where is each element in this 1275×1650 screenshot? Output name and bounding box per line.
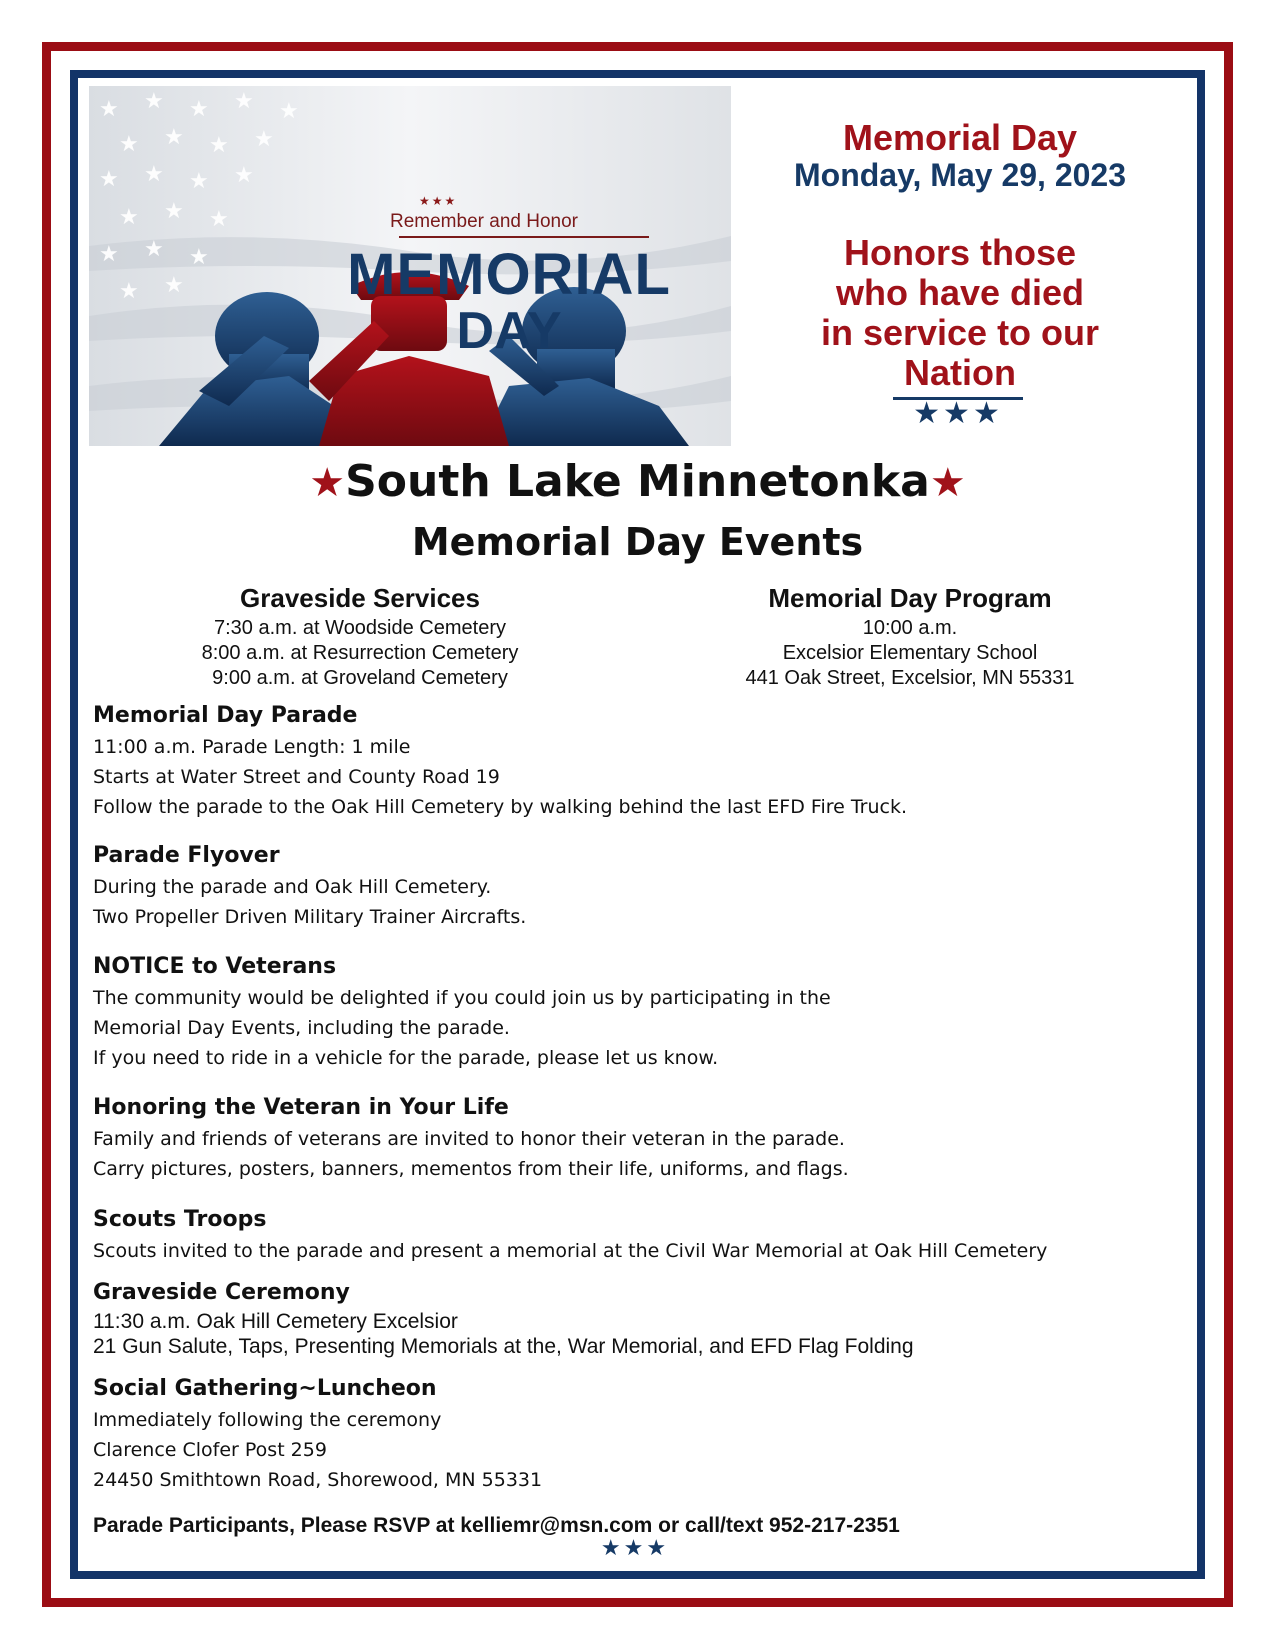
- svg-text:★: ★: [99, 167, 119, 192]
- section-line: Two Propeller Driven Military Trainer Aircrafts.: [93, 906, 527, 928]
- section-heading: Parade Flyover: [93, 843, 280, 868]
- section-heading: Social Gathering~Luncheon: [93, 1376, 437, 1401]
- service-line: 9:00 a.m. at Groveland Cemetery: [212, 667, 508, 689]
- svg-text:★: ★: [189, 97, 209, 122]
- section-heading: NOTICE to Veterans: [93, 954, 337, 979]
- social-section: [93, 1373, 1183, 1495]
- program-line: Excelsior Elementary School: [782, 642, 1038, 664]
- svg-text:★: ★: [144, 237, 164, 262]
- section-line: If you need to ride in a vehicle for the parade, please let us know.: [93, 1047, 719, 1069]
- program-line: 441 Oak Street, Excelsior, MN 55331: [745, 667, 1075, 689]
- section-line: Scouts invited to the parade and present a memorial at the Civil War Memorial at Oak Hill Cemetery: [93, 1240, 1048, 1262]
- section-heading: Graveside Services: [240, 583, 480, 613]
- svg-text:★: ★: [119, 205, 139, 230]
- honor-line: who have died: [835, 272, 1085, 313]
- main-title: [89, 456, 1186, 507]
- header-stars: ★★★: [913, 397, 1003, 430]
- section-line: Family and friends of veterans are invited to honor their veteran in the parade.: [93, 1128, 845, 1150]
- section-line: 11:30 a.m. Oak Hill Cemetery Excelsior: [93, 1310, 458, 1333]
- section-line: Immediately following the ceremony: [93, 1409, 442, 1431]
- svg-text:★: ★: [234, 163, 254, 188]
- honoring-section: [93, 1092, 1183, 1184]
- main-title-text: South Lake Minnetonka: [345, 456, 930, 507]
- section-line: During the parade and Oak Hill Cemetery.: [93, 876, 492, 898]
- section-heading: Honoring the Veteran in Your Life: [93, 1095, 509, 1120]
- section-line: Carry pictures, posters, banners, mementos from their life, uniforms, and flags.: [93, 1158, 849, 1180]
- svg-text:★: ★: [99, 242, 119, 267]
- svg-text:★: ★: [189, 245, 209, 270]
- section-line: Memorial Day Events, including the parade.: [93, 1017, 510, 1039]
- section-line: Starts at Water Street and County Road 19: [93, 766, 500, 788]
- parade-section: [93, 700, 1183, 822]
- banner-title-day: DAY: [456, 302, 562, 360]
- rsvp-line: Parade Participants, Please RSVP at kelliemr@msn.com or call/text 952-217-2351: [93, 1514, 900, 1537]
- red-star-icon: ★: [929, 460, 966, 506]
- svg-text:★: ★: [164, 273, 184, 298]
- svg-text:★: ★: [209, 207, 229, 232]
- red-star-icon: ★: [309, 460, 346, 506]
- notice-section: [93, 951, 1183, 1073]
- section-heading: Graveside Ceremony: [93, 1280, 350, 1305]
- section-line: Clarence Clofer Post 259: [93, 1439, 327, 1461]
- svg-text:★: ★: [164, 125, 184, 150]
- sub-title: Memorial Day Events: [411, 520, 864, 564]
- ceremony-section: [93, 1277, 1183, 1359]
- svg-text:★: ★: [119, 132, 139, 157]
- svg-text:★: ★: [279, 99, 299, 124]
- banner-title-memorial: MEMORIAL: [347, 242, 671, 307]
- svg-text:★: ★: [189, 169, 209, 194]
- svg-text:★: ★: [144, 162, 164, 187]
- honor-line: Honors those: [843, 232, 1076, 273]
- section-line: The community would be delighted if you could join us by participating in the: [93, 987, 831, 1009]
- service-line: 7:30 a.m. at Woodside Cemetery: [214, 617, 506, 639]
- banner-divider: [399, 236, 649, 238]
- memorial-day-banner: [89, 86, 731, 446]
- section-line: Follow the parade to the Oak Hill Cemetery by walking behind the last EFD Fire Truck.: [93, 796, 908, 818]
- section-heading: Memorial Day Parade: [93, 703, 358, 728]
- footer-stars: ★★★: [600, 1535, 670, 1560]
- svg-text:★: ★: [119, 279, 139, 304]
- svg-text:★: ★: [209, 133, 229, 158]
- header-date: Monday, May 29, 2023: [794, 157, 1126, 193]
- flyover-section: [93, 840, 1183, 932]
- scouts-section: [93, 1204, 1183, 1266]
- service-line: 8:00 a.m. at Resurrection Cemetery: [201, 642, 519, 664]
- graveside-services: [150, 582, 570, 691]
- svg-text:★: ★: [254, 127, 274, 152]
- section-line: 24450 Smithtown Road, Shorewood, MN 55331: [93, 1469, 543, 1491]
- svg-text:★: ★: [234, 89, 254, 114]
- section-heading: Scouts Troops: [93, 1207, 267, 1232]
- svg-text:★: ★: [99, 97, 119, 122]
- section-heading: Memorial Day Program: [768, 583, 1052, 613]
- banner-tagline: Remember and Honor: [390, 211, 578, 232]
- section-line: 11:00 a.m. Parade Length: 1 mile: [93, 736, 411, 758]
- banner-stars: ★★★: [419, 194, 458, 208]
- section-line: 21 Gun Salute, Taps, Presenting Memorials at the, War Memorial, and EFD Flag Folding: [93, 1335, 914, 1358]
- header-title: Memorial Day: [842, 117, 1078, 158]
- svg-text:★: ★: [144, 89, 164, 114]
- header-honor-text: [735, 233, 1185, 393]
- honor-line: in service to our: [820, 312, 1100, 353]
- svg-text:★: ★: [164, 199, 184, 224]
- program-line: 10:00 a.m.: [862, 617, 958, 639]
- memorial-day-program: [700, 582, 1120, 691]
- honor-line: Nation: [904, 352, 1016, 393]
